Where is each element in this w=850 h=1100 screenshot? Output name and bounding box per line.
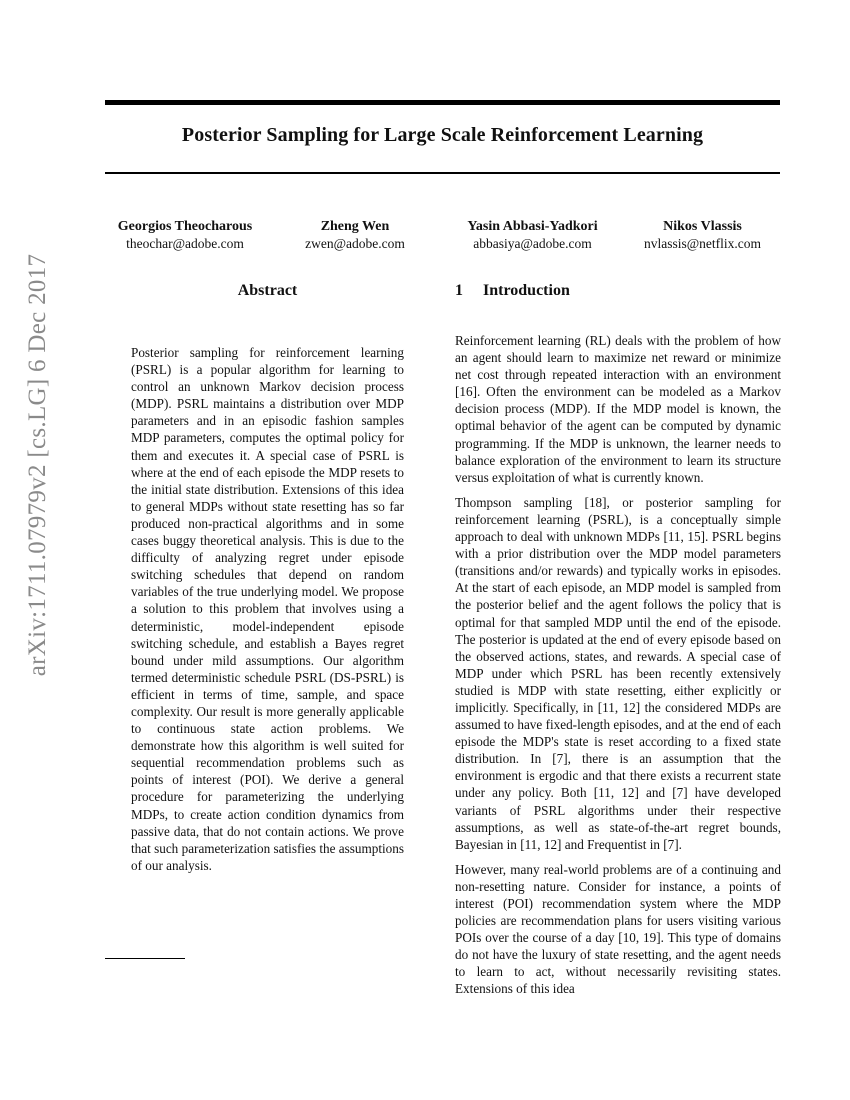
title-bottom-rule — [105, 172, 780, 174]
author-name: Yasin Abbasi-Yadkori — [467, 219, 598, 234]
author-email: abbasiya@adobe.com — [473, 236, 592, 251]
abstract-text: Posterior sampling for reinforcement learning (PSRL) is a popular algorithm for learning to control an unknown Markov decision process (MDP). PSRL maintains a distribution over MDP parameters and in an episodic fashion samples MDP parameters, computes the optimal policy for them and executes it. A special case of PSRL is where at the end of each episode the MDP resets to the initial state distribution. Extensions of this idea to general MDPs without state resetting has so far produced non-practical algorithms and in some cases buggy theoretical analysis. This is due to the difficulty of analyzing regret under episode switching schedules that depend on random variables of the true underlying model. We propose a solution to this problem that involves using a deterministic, model-independent episode switching schedule, and establish a Bayes regret bound under mild assumptions. Our algorithm termed deterministic schedule PSRL (DS-PSRL) is efficient in terms of time, sample, and space complexity. Our result is more generally applicable to continuous state action problems. We demonstrate how this algorithm is well suited for sequential recommendation problems such as points of interest (POI). We derive a general procedure for parameterizing the underlying MDPs, to create action condition dynamics from passive data, that do not contain actions. We prove that such parameterization satisfies the assumptions of our analysis. — [131, 345, 404, 873]
abstract-heading: Abstract — [237, 282, 298, 299]
introduction-body — [455, 332, 781, 1006]
arxiv-identifier-text: arXiv:1711.07979v2 [cs.LG] 6 Dec 2017 — [24, 253, 51, 677]
paragraph: Thompson sampling [18], or posterior sampling for reinforcement learning (PSRL), is a conceptually simple approach to deal with unknown MDPs [11, 15]. PSRL begins with a prior distribution over the MDP model parameters (transitions and/or rewards) and typically works in episodes. At the start of each episode, an MDP model is sampled from the posterior belief and the agent follows the policy that is optimal for that sampled MDP until the end of the episode. The posterior is updated at the end of every episode based on the observed actions, states, and rewards. A special case of MDP under which PSRL has been recently extensively studied is MDP with state resetting, either explicitly or implicitly. Specifically, in [11, 12] the considered MDPs are assumed to have fixed-length episodes, and at the end of each episode the MDP's state is reset according to a fixed state distribution. In [7], there is an assumption that the environment is ergodic and that there exists a recurrent state under any policy. Both [11, 12] and [7] have developed variants of PSRL algorithms under their respective assumptions, as well as state-of-the-art regret bounds, Bayesian in [11, 12] and Frequentist in [7]. — [455, 494, 781, 852]
author-email: nvlassis@netflix.com — [643, 236, 762, 251]
author-name: Nikos Vlassis — [663, 219, 742, 234]
section-heading-introduction — [455, 282, 780, 300]
footnote-rule — [105, 958, 185, 959]
author-name: Zheng Wen — [320, 219, 390, 234]
section-title: Introduction — [483, 282, 570, 299]
author-name: Georgios Theocharous — [117, 219, 253, 234]
author-email: theochar@adobe.com — [126, 236, 244, 251]
author-block — [445, 218, 620, 252]
author-block — [290, 218, 420, 252]
paragraph: However, many real-world problems are of a continuing and non-resetting nature. Consider for instance, a points of interest (POI) recommendation system where the MDP policies are recommendation plans for users visiting various POIs over the course of a day [10, 19]. This type of domains do not have the luxury of state resetting, and the agent needs to learn to act, without necessarily revisiting states. Extensions of this idea — [455, 861, 781, 997]
section-number: 1 — [455, 282, 463, 299]
author-block — [625, 218, 780, 252]
title-top-rule — [105, 100, 780, 105]
author-email: zwen@adobe.com — [305, 236, 405, 251]
author-block — [100, 218, 270, 252]
paper-title: Posterior Sampling for Large Scale Reinforcement Learning — [181, 124, 704, 146]
paragraph: Reinforcement learning (RL) deals with the problem of how an agent should learn to maximize net reward or minimize net cost through repeated interaction with an environment [16]. Often the environment can be modeled as a Markov decision process (MDP). If the MDP model is known, the optimal behavior of the agent can be computed by dynamic programming. If the MDP is unknown, the learner needs to balance exploration of the environment to learn its structure versus exploitation of what is currently known. — [455, 333, 781, 485]
